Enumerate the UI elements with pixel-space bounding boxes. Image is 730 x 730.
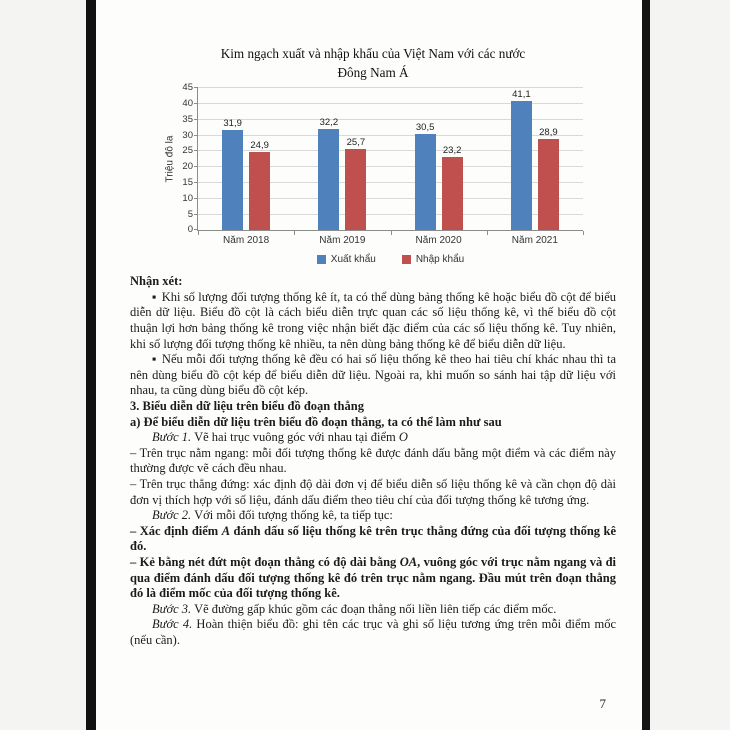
x-tick-mark	[294, 231, 295, 235]
bar-export	[415, 134, 436, 230]
bar-import	[538, 139, 559, 230]
section-3-heading: 3. Biểu diễn dữ liệu trên biểu đồ đoạn thẳng	[130, 399, 364, 414]
page-content	[96, 0, 642, 649]
bar-value-label: 41,1	[512, 88, 531, 100]
bar-with-label	[318, 117, 339, 231]
bar-import	[249, 152, 270, 231]
y-tick-mark	[194, 87, 198, 88]
y-tick-label: 15	[182, 176, 193, 188]
y-tick-mark	[194, 103, 198, 104]
bar-value-label: 23,2	[442, 145, 462, 157]
dash-paragraph-2: – Trên trục thẳng đứng: xác định độ dài đơn vị để biểu diễn số liệu thống kê và cần chọn độ dài đơn vị thích hợp với số liệu, đánh dấu điểm theo tiêu chí của đối tượng thống kê tương ứng.	[130, 477, 616, 507]
chart-title	[130, 44, 616, 82]
x-category-label: Năm 2019	[319, 235, 366, 247]
legend-item	[317, 254, 376, 265]
step-1-variable: O	[398, 430, 408, 445]
chart-title-line1: Kim ngạch xuất và nhập khẩu của Việt Nam với các nước	[220, 46, 526, 61]
bar-value-label: 31,9	[223, 117, 242, 129]
square-bullet-icon: ▪	[152, 352, 157, 367]
step-1-text: Vẽ hai trục vuông góc với nhau tại điểm	[191, 430, 399, 445]
bar-group	[294, 117, 390, 231]
chart-title-line2: Đông Nam Á	[337, 65, 409, 81]
bar-with-label	[345, 137, 366, 230]
bar-with-label	[538, 127, 559, 230]
x-tick-mark	[487, 231, 488, 235]
bar-with-label	[222, 118, 243, 231]
bullet-paragraph-2	[130, 352, 616, 399]
y-tick-label: 45	[182, 82, 193, 94]
step-3-paragraph	[130, 602, 616, 618]
scan-edge-left	[86, 0, 96, 730]
step-1-label: Bước 1.	[152, 430, 192, 445]
body-text	[130, 274, 616, 648]
legend-label: Nhập khẩu	[415, 254, 465, 266]
x-category-label: Năm 2018	[223, 235, 270, 247]
bullet-paragraph-1	[130, 290, 616, 352]
bar-value-label: 25,7	[346, 137, 366, 149]
bar-group	[198, 118, 294, 231]
y-tick-label: 40	[182, 98, 193, 110]
x-tick-mark	[583, 231, 584, 235]
bar-value-label: 28,9	[539, 127, 558, 139]
dash-paragraph-3-variable: A	[221, 523, 231, 538]
nhan-xet-heading: Nhận xét:	[130, 274, 183, 289]
bar-value-label: 30,5	[415, 122, 435, 134]
dash-paragraph-1: – Trên trục nằm ngang: mỗi đối tượng thống kê được đánh dấu bằng một điểm và các điểm này thường được vẽ cách đều nhau.	[130, 445, 616, 476]
y-axis-title	[163, 88, 177, 230]
bar-with-label	[415, 122, 436, 230]
page-number: 7	[599, 696, 606, 711]
step-4-text: Hoàn thiện biểu đồ: ghi tên các trục và ghi số liệu tương ứng trên mỗi điểm mốc (nếu cần).	[130, 617, 616, 647]
bar-with-label	[442, 145, 463, 230]
bar-with-label	[511, 89, 532, 231]
bar-value-label: 24,9	[250, 139, 269, 151]
step-2-paragraph	[130, 508, 616, 524]
step-2-label: Bước 2.	[152, 508, 192, 523]
step-4-label: Bước 4.	[152, 617, 193, 632]
chart-body	[163, 82, 583, 236]
bar-group	[391, 122, 487, 230]
bar-group	[487, 89, 583, 231]
y-tick-label: 0	[187, 224, 193, 236]
bullet-paragraph-2-text: Nếu mỗi đối tượng thống kê đều có hai số liệu thống kê theo hai tiêu chí khác nhau thì ta nên dùng biểu đồ cột kép để biểu diễn dữ liệu. Ngoài ra, khi muốn so sánh hai tập dữ liệu với nhau, ta cũng dùng biểu đồ cột kép.	[130, 352, 616, 398]
bar-import	[442, 157, 463, 230]
dash-paragraph-4-post: , vuông góc với trục nằm ngang và đi qua điểm đánh dấu đối tượng thống kê đó trên trục nằm ngang. Đầu mút trên đoạn thẳng đó là điểm mốc của đối tượng thống kê.	[130, 554, 617, 601]
y-tick-label: 5	[187, 208, 193, 220]
step-3-label: Bước 3.	[152, 601, 192, 616]
y-tick-label: 10	[182, 192, 193, 204]
dash-paragraph-3-post: đánh dấu số liệu thống kê trên trục thẳng đứng của đối tượng thống kê đó.	[130, 523, 616, 554]
bar-export	[318, 129, 339, 231]
scan-edge-right	[642, 0, 650, 730]
dash-paragraph-3-pre: – Xác định điểm	[130, 523, 222, 538]
x-category-label: Năm 2020	[415, 235, 462, 247]
step-1-paragraph	[130, 430, 616, 446]
dash-paragraph-3	[130, 524, 616, 555]
bar-export	[511, 101, 532, 231]
bar-with-label	[249, 140, 270, 231]
bar-value-label: 32,2	[319, 116, 339, 128]
bullet-paragraph-1-text: Khi số lượng đối tượng thống kê ít, ta có thể dùng bảng thống kê hoặc biểu đồ cột để biểu diễn dữ liệu. Biểu đồ cột là cách biểu diễn trực quan các số liệu thống kê, vì thế biểu đồ cột thuận lợi hơn bảng thống kê trong việc nhận biết đặc điểm của các số liệu thống kê. Tuy nhiên, khi số lượng đối tượng thống kê nhiều, ta nên dùng bảng thống kê để biểu diễn dữ liệu.	[130, 289, 616, 351]
dash-paragraph-4	[130, 555, 616, 602]
legend-item	[402, 254, 464, 265]
y-tick-label: 25	[182, 145, 193, 157]
legend-swatch-icon	[402, 255, 411, 264]
y-tick-label: 35	[182, 113, 193, 125]
chart-legend	[198, 254, 583, 265]
bar-import	[345, 149, 366, 230]
plot-area	[197, 88, 583, 231]
x-tick-mark	[391, 231, 392, 235]
step-2-text: Với mỗi đối tượng thống kê, ta tiếp tục:	[191, 508, 393, 523]
y-tick-label: 20	[182, 161, 193, 173]
legend-swatch-icon	[317, 255, 326, 264]
section-3a-heading: a) Để biểu diễn dữ liệu trên biểu đồ đoạn thẳng, ta có thể làm như sau	[130, 414, 502, 429]
legend-label: Xuất khẩu	[330, 254, 376, 266]
y-axis-title-text: Triệu đô la	[164, 135, 176, 183]
step-3-text: Vẽ đường gấp khúc gồm các đoạn thẳng nối liền liên tiếp các điểm mốc.	[191, 601, 557, 616]
step-4-paragraph	[130, 617, 616, 648]
x-category-label: Năm 2021	[511, 235, 558, 247]
bar-export	[222, 130, 243, 231]
grouped-bar-chart	[163, 82, 583, 266]
y-axis	[177, 82, 197, 236]
document-page	[96, 0, 642, 730]
y-tick-label: 30	[182, 129, 193, 141]
square-bullet-icon: ▪	[152, 289, 157, 304]
dash-paragraph-4-pre: – Kẻ bằng nét đứt một đoạn thẳng có độ dài bằng	[130, 554, 400, 569]
dash-paragraph-4-variable: OA	[399, 554, 418, 569]
x-tick-mark	[198, 231, 199, 235]
